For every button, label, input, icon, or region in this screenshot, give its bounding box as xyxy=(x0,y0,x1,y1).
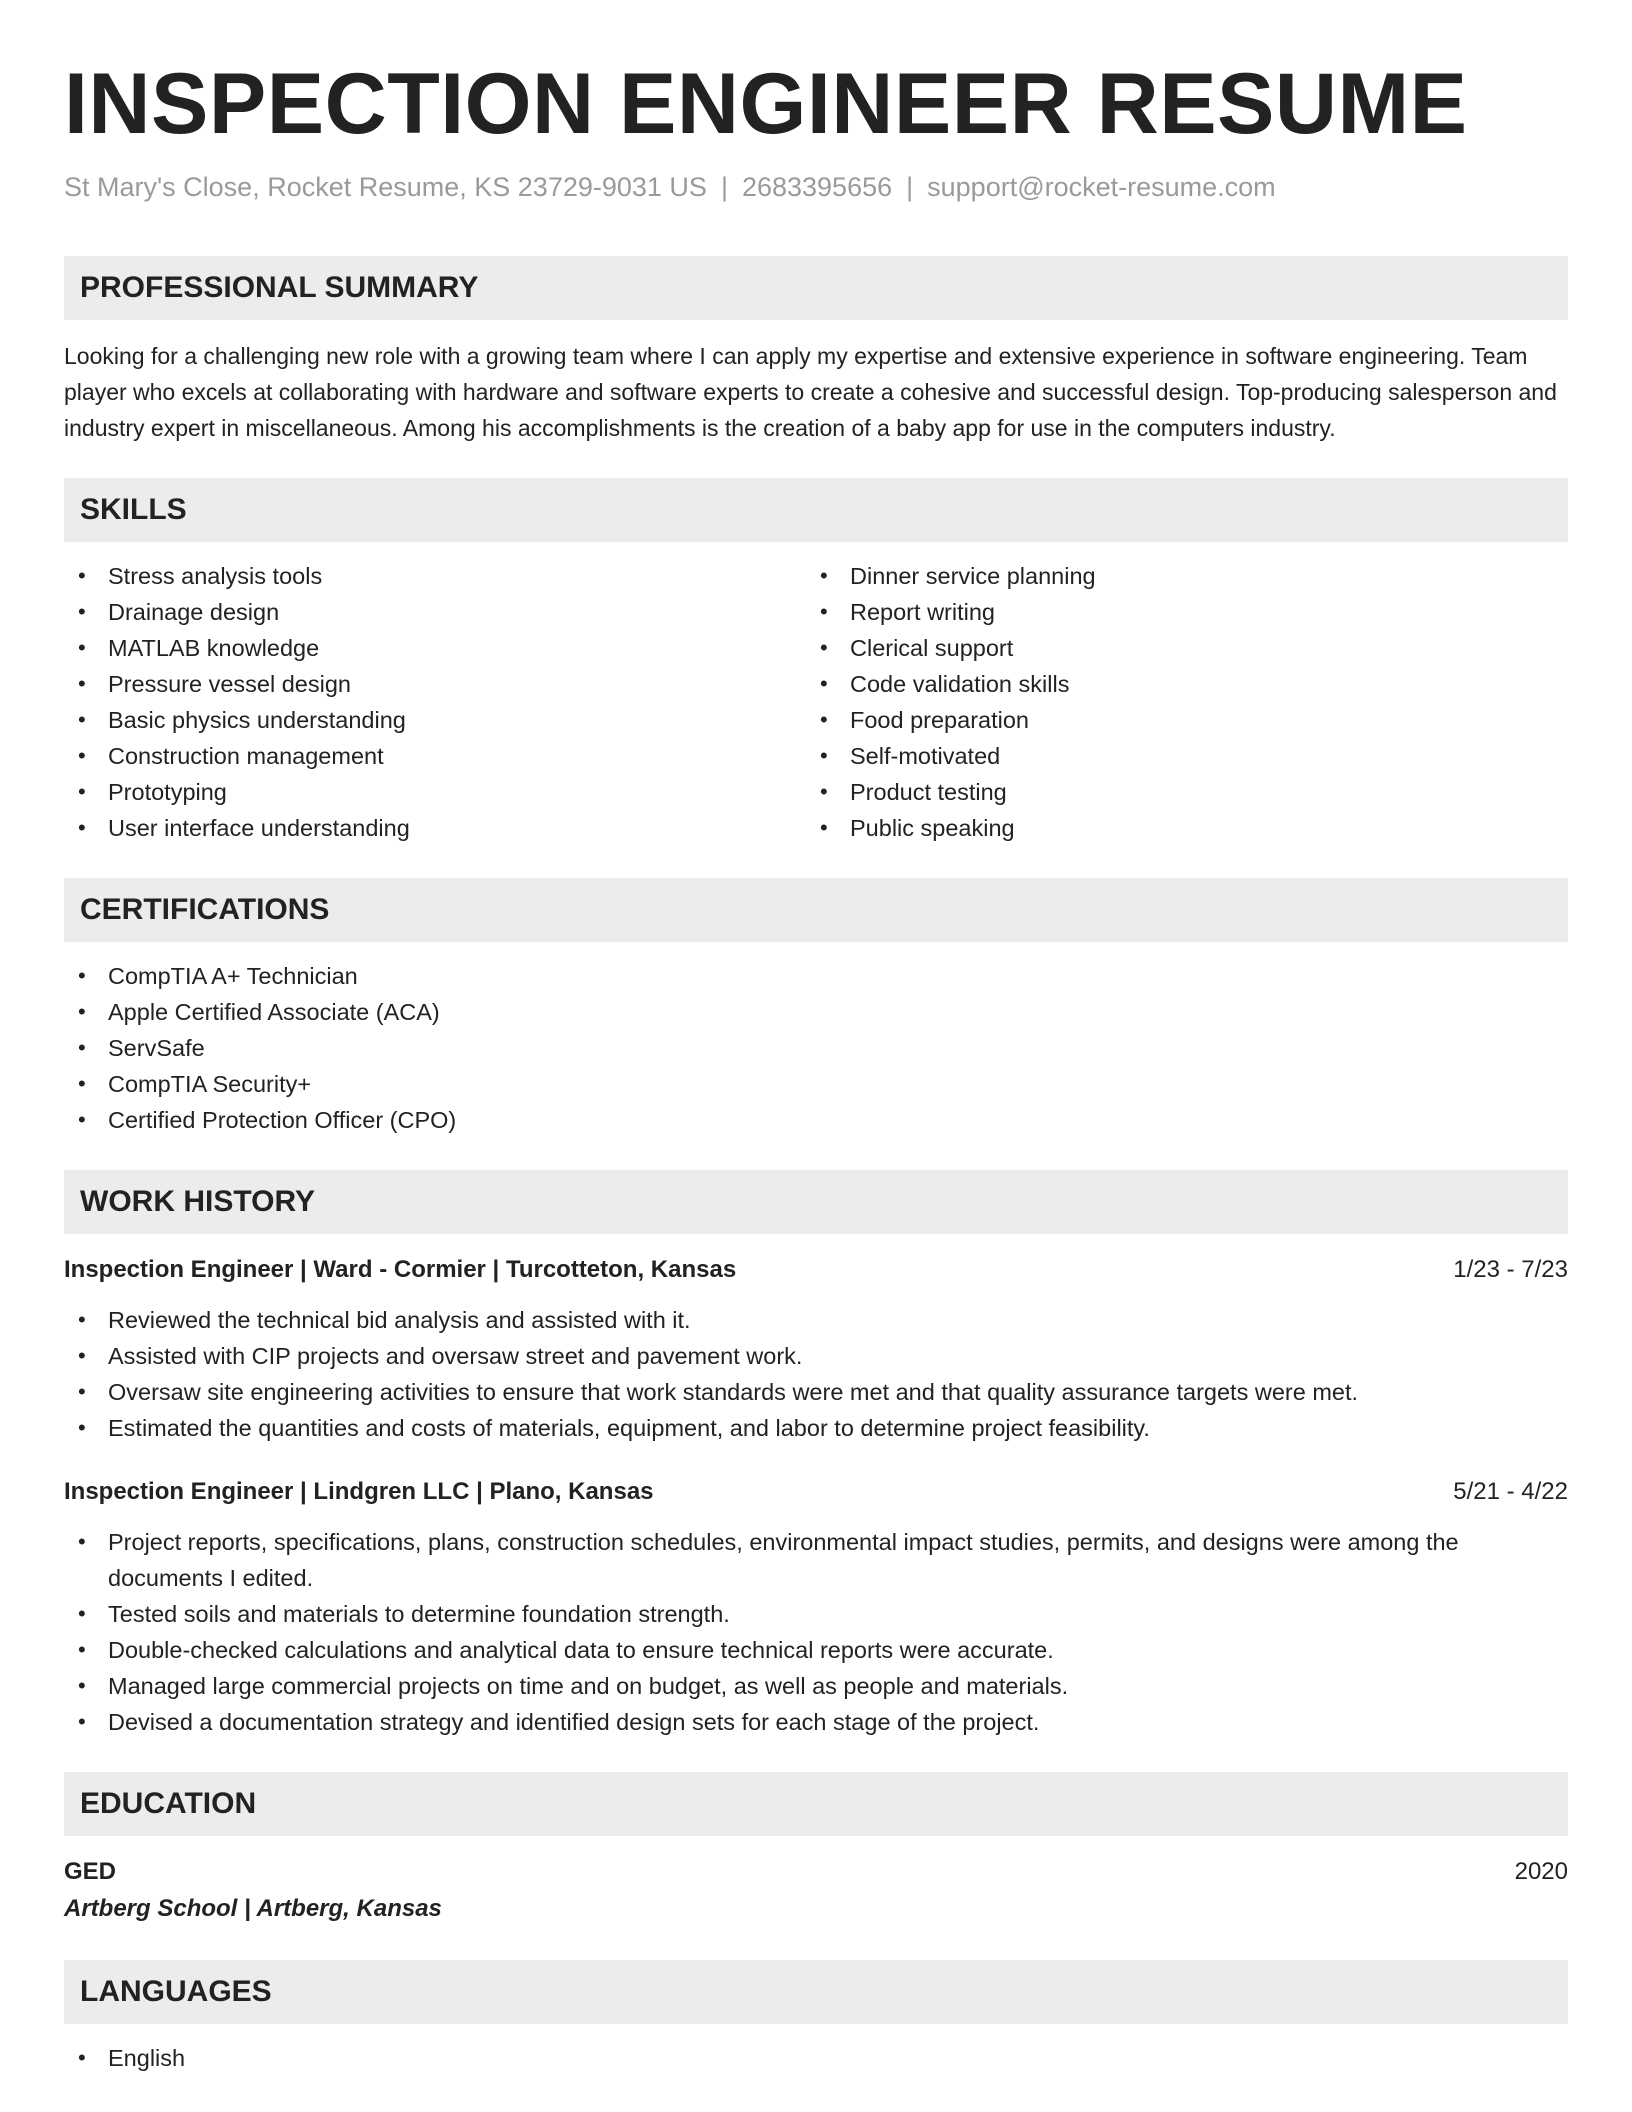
certification-item: • Certified Protection Officer (CPO) xyxy=(64,1102,1568,1138)
certification-item: • CompTIA Security+ xyxy=(64,1066,1568,1102)
skill-item: • Report writing xyxy=(806,594,1548,630)
certification-item: • Apple Certified Associate (ACA) xyxy=(64,994,1568,1030)
education-year: 2020 xyxy=(1514,1858,1568,1885)
skill-item: • MATLAB knowledge xyxy=(64,630,806,666)
skill-item: • Prototyping xyxy=(64,774,806,810)
job-bullets xyxy=(64,1524,1568,1740)
skills-list-right xyxy=(806,558,1548,846)
education-degree: GED xyxy=(64,1858,117,1885)
skill-item: • Food preparation xyxy=(806,702,1548,738)
skills-heading: SKILLS xyxy=(64,478,1568,542)
job-bullet: • Reviewed the technical bid analysis and assisted with it. xyxy=(64,1302,1568,1338)
skill-item: • Drainage design xyxy=(64,594,806,630)
job-bullet: • Devised a documentation strategy and identified design sets for each stage of the project. xyxy=(64,1704,1568,1740)
certification-item: • CompTIA A+ Technician xyxy=(64,958,1568,994)
job-bullet: • Project reports, specifications, plans, construction schedules, environmental impact studies, permits, and designs were among the documents I edited. xyxy=(64,1524,1568,1596)
job-entry xyxy=(64,1474,1568,1740)
contact-separator: | xyxy=(720,172,728,202)
education-header xyxy=(64,1854,1568,1890)
job-dates: 1/23 - 7/23 xyxy=(1453,1256,1568,1283)
contact-email: support@rocket-resume.com xyxy=(927,172,1276,202)
job-title: Inspection Engineer | Lindgren LLC | Plano, Kansas xyxy=(64,1478,654,1505)
skill-item: • Clerical support xyxy=(806,630,1548,666)
education-entry xyxy=(64,1854,1568,1928)
job-bullet: • Assisted with CIP projects and oversaw street and pavement work. xyxy=(64,1338,1568,1374)
skill-item: • Basic physics understanding xyxy=(64,702,806,738)
contact-line xyxy=(64,170,1568,204)
skill-item: • Public speaking xyxy=(806,810,1548,846)
skill-item: • Self-motivated xyxy=(806,738,1548,774)
job-header xyxy=(64,1474,1568,1510)
job-dates: 5/21 - 4/22 xyxy=(1453,1478,1568,1505)
languages-heading: LANGUAGES xyxy=(64,1960,1568,2024)
skill-item: • Dinner service planning xyxy=(806,558,1548,594)
job-bullet: • Oversaw site engineering activities to ensure that work standards were met and that quality assurance targets were met. xyxy=(64,1374,1568,1410)
skills-columns xyxy=(64,558,1568,846)
certifications-heading: CERTIFICATIONS xyxy=(64,878,1568,942)
skill-item: • Construction management xyxy=(64,738,806,774)
job-bullets xyxy=(64,1302,1568,1446)
contact-address: St Mary's Close, Rocket Resume, KS 23729-9031 US xyxy=(64,172,707,202)
work-history-heading: WORK HISTORY xyxy=(64,1170,1568,1234)
resume-title: INSPECTION ENGINEER RESUME xyxy=(64,56,1468,152)
contact-separator: | xyxy=(906,172,914,202)
skill-item: • User interface understanding xyxy=(64,810,806,846)
summary-heading: PROFESSIONAL SUMMARY xyxy=(64,256,1568,320)
summary-text: Looking for a challenging new role with a growing team where I can apply my expertise and extensive experience in software engineering. Team player who excels at collaborating with hardware and software experts to create a cohesive and successful design. Top-producing salesperson and industry expert in miscellaneous. Among his accomplishments is the creation of a baby app for use in the computers industry. xyxy=(64,343,1557,441)
certification-item: • ServSafe xyxy=(64,1030,1568,1066)
language-item: • English xyxy=(64,2040,1568,2076)
skill-item: • Pressure vessel design xyxy=(64,666,806,702)
skill-item: • Product testing xyxy=(806,774,1548,810)
skills-list-left xyxy=(64,558,806,846)
job-title: Inspection Engineer | Ward - Cormier | Turcotteton, Kansas xyxy=(64,1256,737,1283)
job-bullet: • Managed large commercial projects on time and on budget, as well as people and materials. xyxy=(64,1668,1568,1704)
job-header xyxy=(64,1252,1568,1288)
education-heading: EDUCATION xyxy=(64,1772,1568,1836)
job-entry xyxy=(64,1252,1568,1446)
job-bullet: • Double-checked calculations and analytical data to ensure technical reports were accurate. xyxy=(64,1632,1568,1668)
languages-list xyxy=(64,2040,1568,2076)
certifications-list xyxy=(64,958,1568,1138)
job-bullet: • Tested soils and materials to determine foundation strength. xyxy=(64,1596,1568,1632)
skill-item: • Stress analysis tools xyxy=(64,558,806,594)
job-bullet: • Estimated the quantities and costs of materials, equipment, and labor to determine project feasibility. xyxy=(64,1410,1568,1446)
contact-phone: 2683395656 xyxy=(741,172,893,202)
skill-item: • Code validation skills xyxy=(806,666,1548,702)
education-school: Artberg School | Artberg, Kansas xyxy=(64,1895,442,1922)
